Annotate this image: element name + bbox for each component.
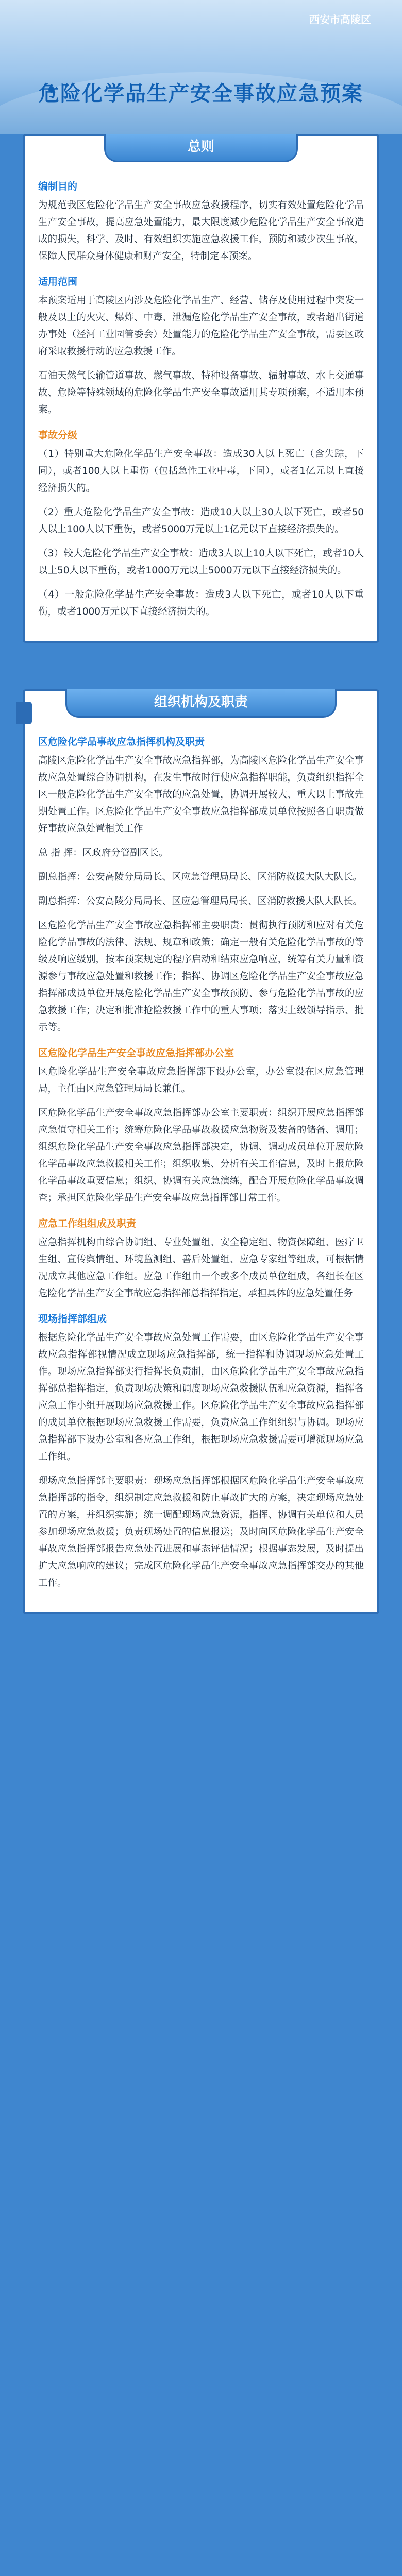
paragraph: 区危险化学品生产安全事故应急指挥部办公室主要职责：组织开展应急指挥部应急值守相关工作；统筹危险化学品事故救援应急物资及装备的储备、调用；组织危险化学品生产安全事故应急指挥部决定，协调、调动成员单位开展危险化学品事故应急救援相关工作；组织收集、分析有关工作信息，及时上报危险化学品事故重要信息；组织、协调有关应急演练，配合开展危险化学品事故调查；承担区危险化学品生产安全事故应急指挥部日常工作。 bbox=[38, 1108, 364, 1204]
paragraph: （2）重大危险化学品生产安全事故：造成10人以上30人以下死亡，或者50人以上100人以下重伤，或者5000万元以上1亿元以下直接经济损失的。 bbox=[38, 507, 364, 535]
subheading: 编制目的 bbox=[38, 181, 78, 192]
page-title: 危险化学品生产安全事故应急预案 bbox=[39, 82, 363, 106]
header-banner bbox=[0, 0, 402, 134]
subheading: 应急工作组组成及职责 bbox=[38, 1218, 137, 1229]
section-organization bbox=[23, 689, 379, 1614]
paragraph: 副总指挥：公安高陵分局局长、区应急管理局局长、区消防救援大队大队长。 bbox=[38, 896, 363, 907]
subheading: 现场指挥部组成 bbox=[38, 1313, 107, 1325]
paragraph: 现场应急指挥部主要职责：现场应急指挥部根据区危险化学品生产安全事故应急指挥部的指令，组织制定应急救援和防止事故扩大的方案，决定现场应急处置的方案，并组织实施；统一调配现场应急资源，指挥、协调有关单位和人员参加现场应急救援；负责现场处置的信息报送；及时向区危险化学品生产安全事故应急指挥部报告应急处置进展和事态评估情况；根据事态发展，及时提出扩大应急响应的建议；完成区危险化学品生产安全事故应急指挥部交办的其他工作。 bbox=[38, 1476, 364, 1588]
paragraph: （1）特别重大危险化学品生产安全事故：造成30人以上死亡（含失踪，下同），或者100人以上重伤（包括急性工业中毒，下同），或者1亿元以上直接经济损失的。 bbox=[38, 449, 364, 494]
paragraph: 根据危险化学品生产安全事故应急处置工作需要，由区危险化学品生产安全事故应急指挥部视情况成立现场应急指挥部，统一指挥和协调现场应急处置工作。现场应急指挥部实行指挥长负责制，由区危险化学品生产安全事故应急指挥部总指挥指定，负责现场决策和调度现场应急救援队伍和应急资源，指挥各应急工作小组开展现场应急救援工作。区危险化学品生产安全事故应急指挥部的成员单位根据现场应急救援工作需要，负责应急工作组组织与协调。现场应急指挥部下设办公室和各应急工作组，根据现场应急救援需要可增派现场应急工作组。 bbox=[38, 1332, 364, 1462]
paragraph: （4）一般危险化学品生产安全事故：造成3人以下死亡，或者10人以下重伤，或者1000万元以下直接经济损失的。 bbox=[38, 589, 364, 617]
section-body bbox=[25, 164, 377, 641]
region-tag: 西安市高陵区 bbox=[309, 13, 371, 26]
subheading: 事故分级 bbox=[38, 430, 78, 441]
section-general bbox=[23, 134, 379, 643]
paragraph: 区危险化学品生产安全事故应急指挥部下设办公室，办公室设在区应急管理局，主任由区应急管理局局长兼任。 bbox=[38, 1066, 364, 1094]
paragraph: （3）较大危险化学品生产安全事故：造成3人以上10人以下死亡，或者10人以上50人以下重伤，或者1000万元以上5000万元以下直接经济损失的。 bbox=[38, 548, 364, 576]
subheading: 区危险化学品事故应急指挥机构及职责 bbox=[38, 736, 205, 748]
paragraph: 总 指 挥：区政府分管副区长。 bbox=[38, 848, 169, 858]
section-heading: 组织机构及职责 bbox=[65, 689, 337, 718]
paragraph: 本预案适用于高陵区内涉及危险化学品生产、经营、储存及使用过程中突发一般及以上的火灾、爆炸、中毒、泄漏危险化学品生产安全事故，或者超出街道办事处（泾河工业园管委会）处置能力的危险化学品生产安全事故，需要区政府采取救援行动的应急救援工作。 bbox=[38, 295, 364, 357]
section-gap bbox=[0, 643, 402, 689]
paragraph: 应急指挥机构由综合协调组、专业处置组、安全稳定组、物资保障组、医疗卫生组、宣传舆情组、环境监测组、善后处置组、应急专家组等组成，可根据情况成立其他应急工作组。应急工作组由一个或多个成员单位组成，各组长在区危险化学品生产安全事故应急指挥部总指挥指定，承担具体的应急处置任务 bbox=[38, 1237, 364, 1299]
heading-tab-decoration bbox=[16, 702, 32, 724]
paragraph: 为规范我区危险化学品生产安全事故应急救援程序，切实有效处置危险化学品生产安全事故，提高应急处置能力，最大限度减少危险化学品生产安全事故造成的损失，科学、及时、有效组织实施应急救援工作，预防和减少次生事故，保障人民群众身体健康和财产安全，特制定本预案。 bbox=[38, 200, 364, 262]
paragraph: 副总指挥：公安高陵分局局长、区应急管理局局长、区消防救援大队大队长。 bbox=[38, 872, 363, 883]
paragraph: 区危险化学品生产安全事故应急指挥部主要职责：贯彻执行预防和应对有关危险化学品事故的法律、法规、规章和政策；确定一般有关危险化学品事故的等级及响应级别，按本预案规定的程序启动和结束应急响应，统筹有关力量和资源参与事故应急处置和救援工作；指挥、协调区危险化学品生产安全事故应急指挥部成员单位开展危险化学品生产安全事故预防、参与危险化学品事故的应急救援工作；决定和批准抢险救援工作中的重大事项；落实上级领导指示、批示等。 bbox=[38, 920, 364, 1033]
section-body bbox=[25, 720, 377, 1612]
paragraph: 高陵区危险化学品生产安全事故应急指挥部，为高陵区危险化学品生产安全事故应急处置综合协调机构，在发生事故时行使应急指挥职能，负责组织指挥全区一般危险化学品生产安全事故的应急处置，协调开展较大、重大以上事故先期处置工作。区危险化学品生产安全事故应急指挥部成员单位按照各自职责做好事故应急处置相关工作 bbox=[38, 755, 364, 834]
section-heading: 总则 bbox=[104, 134, 298, 162]
subheading: 适用范围 bbox=[38, 276, 78, 287]
subheading: 区危险化学品生产安全事故应急指挥部办公室 bbox=[38, 1047, 234, 1059]
paragraph: 石油天然气长输管道事故、燃气事故、特种设备事故、辐射事故、水上交通事故、危险等特殊领域的危险化学品生产安全事故适用其专项预案，不适用本预案。 bbox=[38, 370, 364, 415]
